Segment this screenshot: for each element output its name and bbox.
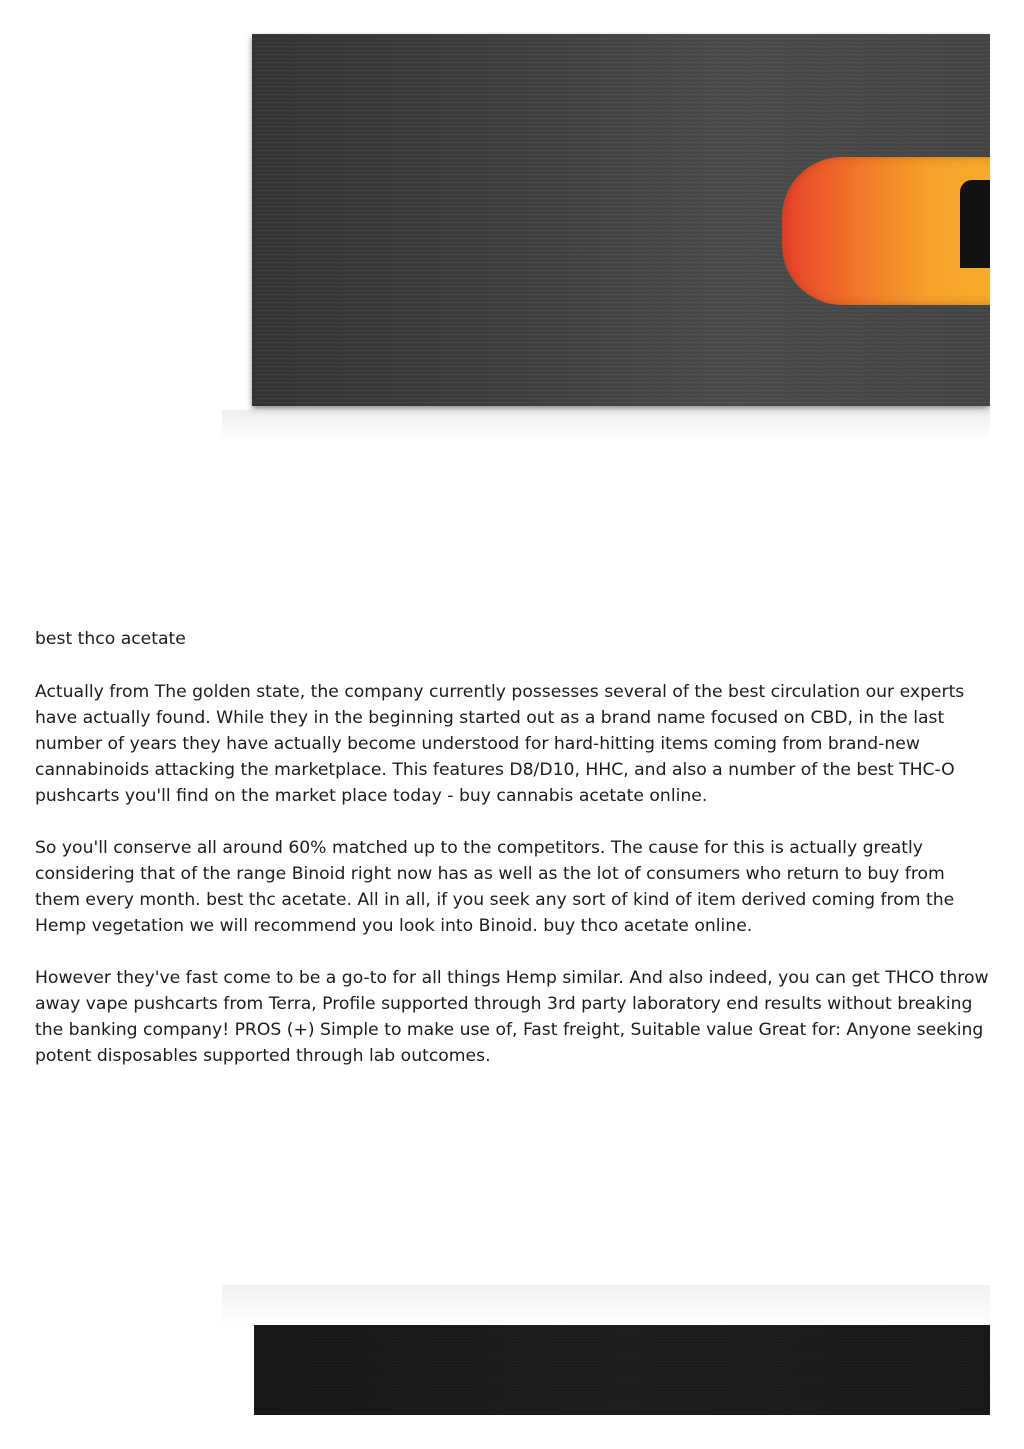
product-image-bottom	[222, 1285, 990, 1415]
article-paragraph: So you'll conserve all around 60% matched up to the competitors. The cause for this is actually greatly considering that of the range Binoid right now has as well as the lot of consumers who return to buy from them every month. best thc acetate. All in all, if you seek any sort of kind of item derived coming from the Hemp vegetation we will recommend you look into Binoid. buy thco acetate online.	[35, 838, 955, 936]
badge-glyph	[960, 180, 990, 268]
orange-badge	[782, 157, 990, 305]
image-top-fade	[222, 1285, 990, 1325]
article-paragraph: Actually from The golden state, the company currently possesses several of the best circulation our experts have actually found. While they in the beginning started out as a brand name focused on CBD, in the last number of years they have actually become understood for hard-hitting items coming from brand-new cannabinoids attacking the marketplace. This features D8/D10, HHC, and also a number of the best THC-O pushcarts you'll find on the market place today - buy cannabis acetate online.	[35, 682, 965, 806]
image-shadow	[222, 410, 990, 440]
article-heading: best thco acetate	[35, 629, 186, 649]
product-image-bottom-panel	[254, 1325, 990, 1415]
article-body	[35, 626, 993, 1095]
product-image-top	[222, 32, 990, 444]
article-paragraph: However they've fast come to be a go-to for all things Hemp similar. And also indeed, you can get THCO throw away vape pushcarts from Terra, Profile supported through 3rd party laboratory end results without breaking the banking company! PROS (+) Simple to make use of, Fast freight, Suitable value Great for: Anyone seeking potent disposables supported through lab outcomes.	[35, 968, 989, 1066]
